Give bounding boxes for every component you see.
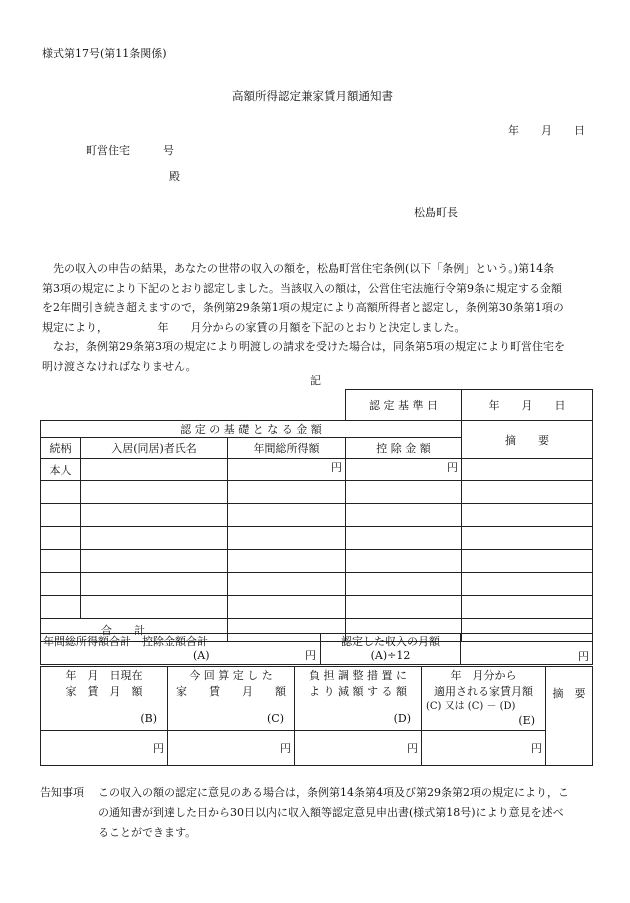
col-name: 入居(同居)者氏名 xyxy=(81,438,228,459)
b-yen[interactable]: 円 xyxy=(41,731,168,766)
net-income-table xyxy=(40,633,593,665)
table-row xyxy=(41,573,593,596)
sender-name: 松島町長 xyxy=(414,206,458,219)
deduction-yen[interactable]: 円 xyxy=(346,459,462,481)
d-letter: (D) xyxy=(393,712,411,725)
b-letter: (B) xyxy=(140,712,157,725)
remarks-cell[interactable] xyxy=(462,459,593,481)
d-line2: よ り 減 額 す る 額 xyxy=(309,685,407,698)
table-row xyxy=(41,527,593,550)
body-line: を2年間引き続き超えますので，条例第29条第1項の規定により高額所得者と認定し，条例第30条第1項の xyxy=(42,301,564,314)
monthly-label: 認定した収入の月額 xyxy=(341,635,440,648)
c-yen[interactable]: 円 xyxy=(168,731,295,766)
basis-header: 認 定 の 基 礎 と な る 金 額 xyxy=(41,421,462,438)
ki-mark: 記 xyxy=(310,374,321,387)
e-letter: (E) xyxy=(518,714,535,727)
name-cell[interactable] xyxy=(81,459,228,481)
table-row xyxy=(41,550,593,573)
net-label: 年間総所得額合計－控除金額合計 xyxy=(43,635,208,648)
document-title: 高額所得認定兼家賃月額通知書 xyxy=(232,89,393,103)
notice-line: この収入の額の認定に意見のある場合は，条例第14条第4項及び第29条第2項の規定により，こ xyxy=(98,786,569,799)
net-letter: (A) xyxy=(193,649,210,662)
e-yen[interactable]: 円 xyxy=(422,731,546,766)
e-line1: 年 月分から xyxy=(450,669,517,682)
col-income: 年間総所得額 xyxy=(228,438,346,459)
e-line2: 適用される家賃月額 xyxy=(434,685,533,698)
b-line2: 家 賃 月 額 xyxy=(65,685,143,698)
table-row xyxy=(41,504,593,527)
body-line: 規定により， 年 月分からの家賃の月額を下記のとおりと決定しました。 xyxy=(42,320,466,334)
issue-date: 年 月 日 xyxy=(508,124,585,137)
monthly-formula: (A)÷12 xyxy=(370,649,411,662)
notice-body xyxy=(98,783,592,843)
monthly-yen[interactable]: 円 xyxy=(461,634,593,665)
body-line: なお，条例第29条第3項の規定により明渡しの請求を受けた場合は，同条第5項の規定により町営住宅を xyxy=(42,340,565,353)
notice-line: の通知書が到達した日から30日以内に収入額等認定意見申出書(様式第18号)により意見を述べ xyxy=(98,806,564,819)
col-deduction: 控 除 金 額 xyxy=(346,438,462,459)
relation-self: 本人 xyxy=(41,459,81,481)
cert-date-label: 認 定 基 準 日 xyxy=(346,390,462,421)
income-yen[interactable]: 円 xyxy=(228,459,346,481)
e-formula: (C) 又は (C) － (D) xyxy=(426,701,516,712)
body-line: 先の収入の申告の結果，あなたの世帯の収入の額を，松島町営住宅条例(以下「条例」という。)第14条 xyxy=(42,262,555,275)
table-row xyxy=(41,596,593,619)
b-line1: 年 月 日現在 xyxy=(65,669,143,682)
cert-date-value: 年 月 日 xyxy=(462,390,593,421)
c-line1: 今 回 算 定 し た xyxy=(189,669,273,682)
basis-table xyxy=(40,389,593,642)
table-row xyxy=(41,481,593,504)
c-letter: (C) xyxy=(267,712,284,725)
body-line: 明け渡さなければなりません。 xyxy=(42,359,197,373)
d-yen[interactable]: 円 xyxy=(295,731,422,766)
addressee-suffix: 殿 xyxy=(169,170,180,183)
net-yen: 円 xyxy=(305,649,316,662)
notice-line: ることができます。 xyxy=(98,826,197,839)
col-relation: 続柄 xyxy=(41,438,81,459)
total-label: 合 計 xyxy=(41,619,228,642)
d-line1: 負 担 調 整 措 置 に xyxy=(309,669,407,682)
remarks-header: 摘 要 xyxy=(462,421,593,459)
form-number: 様式第17号(第11条関係) xyxy=(42,47,167,60)
notice-label: 告知事項 xyxy=(40,786,84,799)
address-line: 町営住宅 号 xyxy=(86,144,174,157)
rent-table xyxy=(40,666,593,766)
body-line: 第3項の規定により下記のとおり認定しました。当該収入の額は，公営住宅法施行令第9条に規定する金額 xyxy=(42,281,562,295)
rent-remarks: 摘 要 xyxy=(546,667,593,766)
c-line2: 家 賃 月 額 xyxy=(176,685,286,698)
body-text xyxy=(42,259,594,376)
